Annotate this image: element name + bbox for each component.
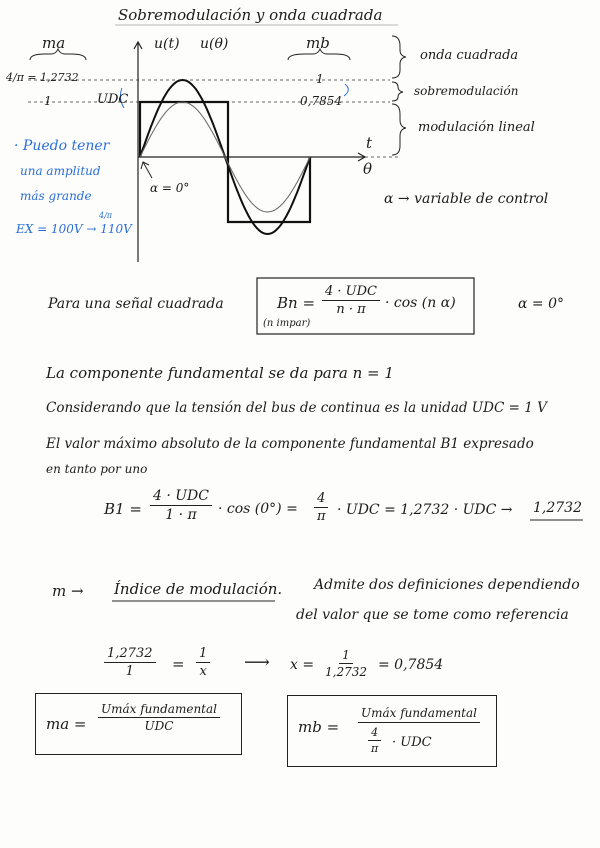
val-07854: 0,7854 [300,94,342,108]
mb-box-den-fraction [368,726,381,755]
b1-den: 1 · π [165,507,197,523]
bn-lhs: Bn = [277,294,316,312]
blue-note-line3: más grande [20,189,92,203]
b1-fraction [150,488,212,523]
blue-note-line2: una amplitud [20,164,101,178]
b1-result: 1,2732 [533,500,582,516]
brace-sobremodulacion [392,82,403,101]
alpha-label: α = 0° [150,181,190,195]
indice-title: Índice de modulación. [114,580,283,598]
b1-lhs: B1 = [104,500,142,518]
bn-fraction [322,284,380,317]
bn-den: n · π [336,302,366,317]
ma-box-fraction [98,702,220,733]
ma-box-lhs: ma = [46,715,87,733]
val-1-left: 1 [44,94,52,108]
alpha-control-note: α → variable de control [384,191,549,207]
onda-cuadrada-label: onda cuadrada [420,48,519,63]
blue-note-arrow-label: 4/π [99,211,113,220]
b1-cos: · cos (0°) = [218,501,298,517]
bn-num: 4 · UDC [322,284,380,301]
b1-f2-den: π [317,509,326,524]
b1-rest: · UDC = 1,2732 · UDC → [337,502,513,518]
mb-box-lhs: mb = [298,718,340,736]
ratio-arrow: ⟶ [244,652,270,673]
mb-label: mb [306,34,330,52]
ratio-f1-den: 1 [125,664,134,679]
ratio-fraction-1 [104,646,156,679]
mb-box-num: Umáx fundamental [358,706,480,723]
brace-onda-cuadrada [392,36,406,78]
udc-label: UDC [97,92,129,107]
brace-lineal [392,104,406,155]
b1-num: 4 · UDC [150,488,212,506]
ma-box-num: Umáx fundamental [98,702,220,718]
page-title: Sobremodulación y onda cuadrada [118,6,383,24]
ma-label: ma [42,34,66,52]
ratio-f2-den: x [199,664,207,679]
ratio-x-eq: x = [290,657,315,673]
ratio-f1-num: 1,2732 [104,646,156,663]
axis-t-label: t [366,134,373,152]
b1-fraction-2 [314,491,329,524]
ratio-f3-den: 1,2732 [325,665,367,679]
mb-box-den-c: · UDC [392,735,432,750]
m-arrow: m → [52,582,84,600]
val-4-over-pi: 4/π = 1,2732 [6,71,79,84]
bn-tail: · cos (n α) [385,295,456,311]
sobremodulacion-label: sobremodulación [414,84,519,98]
text-valor-1: El valor máximo absoluto de la componente fundamental B1 expresado [46,436,534,452]
text-valor-2: en tanto por uno [46,462,148,476]
ma-box-den: UDC [144,719,174,733]
modulacion-lineal-label: modulación lineal [418,120,535,135]
formula-intro: Para una señal cuadrada [48,296,224,312]
alpha-zero: α = 0° [518,296,564,312]
mb-curve-arrow [344,84,348,96]
text-fundamental: La componente fundamental se da para n = 1 [46,364,394,382]
ratio-f2-num: 1 [196,646,210,663]
ratio-fraction-2 [196,646,210,679]
ratio-result: = 0,7854 [378,657,444,673]
blue-note-line4: EX = 100V → 110V [16,222,132,236]
mb-box-den-a: 4 [368,726,381,741]
ratio-fraction-3 [322,648,370,679]
bn-note: (n impar) [263,318,311,329]
ratio-equals: = [172,655,185,673]
b1-f2-num: 4 [314,491,328,508]
indice-text1: Admite dos definiciones dependiendo [314,577,580,593]
mb-box-den-b: π [371,742,379,755]
indice-text2: del valor que se tome como referencia [296,607,569,623]
square-wave [140,102,310,222]
axis-theta-label: θ [363,160,373,178]
ratio-f3-num: 1 [339,648,353,664]
blue-note-line1: · Puedo tener [14,138,110,154]
val-1-right: 1 [316,72,324,86]
text-considerando: Considerando que la tensión del bus de continua es la unidad UDC = 1 V [46,400,547,416]
u-t-label: u(t) [154,36,180,52]
u-theta-label: u(θ) [200,36,229,52]
